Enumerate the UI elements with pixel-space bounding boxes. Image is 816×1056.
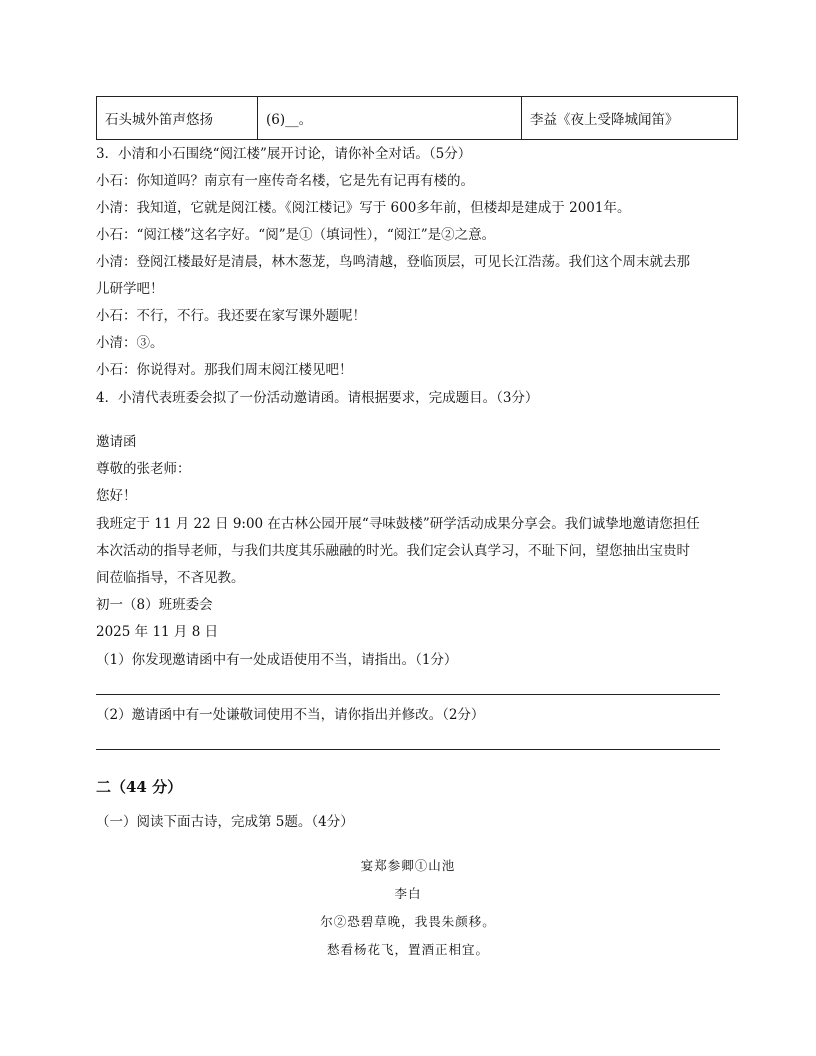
letter-body-line: 本次活动的指导老师，与我们共度其乐融融的时光。我们定会认真学习，不耻下问，望您抽出宝贵时 [96,543,690,559]
letter-body-line: 我班定于 11 月 22 日 9:00 在古林公园开展“寻味鼓楼”研学活动成果分享会。我们诚挚地邀请您担任 [96,516,700,532]
sub-question-2: （2）邀请函中有一处谦敬词使用不当，请你指出并修改。（2分） [96,707,485,723]
letter-heading: 邀请函 [96,434,137,450]
dialogue-line: 小清：登阅江楼最好是清晨，林木葱茏，鸟鸣清越，登临顶层，可见长江浩荡。我们这个周末就去那 [96,254,690,270]
table-cell-source: 李益《夜上受降城闻笛》 [522,97,738,140]
dialogue-line: 小清：③。 [96,335,164,351]
question-4-title: 4．小清代表班委会拟了一份活动邀请函。请根据要求，完成题目。（3分） [96,390,539,406]
dialogue-line: 小石：“阅江楼”这名字好。“阅”是①（填词性），“阅江”是②之意。 [96,227,496,243]
letter-salutation: 尊敬的张老师： [96,461,191,477]
table-row [97,97,738,140]
poem-line: 愁看杨花飞，置酒正相宜。 [326,942,489,957]
dialogue-line: 小石：你知道吗？南京有一座传奇名楼，它是先有记再有楼的。 [96,173,474,189]
sub-question-1: （1）你发现邀请函中有一处成语使用不当，请指出。（1分） [96,652,458,668]
table-cell-blank: (6)__。 [258,97,522,140]
dialogue-line: 小石：你说得对。那我们周末阅江楼见吧！ [96,362,353,378]
section-2-subtitle: （一）阅读下面古诗，完成第 5题。（4分） [96,814,354,830]
question-3-title: 3．小清和小石围绕“阅江楼”展开讨论，请你补全对话。（5分） [96,146,472,162]
answer-line [96,694,720,695]
poem-line: 尔②恐碧草晚，我畏朱颜移。 [320,914,496,929]
letter-signature: 初一（8）班班委会 [96,597,213,613]
poem-title: 宴郑参卿①山池 [360,858,456,873]
section-2-title: 二（44 分） [96,778,183,796]
letter-greeting: 您好！ [96,488,137,504]
dialogue-line: 儿研学吧！ [96,281,164,297]
letter-body-line: 间莅临指导，不吝见教。 [96,570,245,586]
letter-date: 2025 年 11 月 8 日 [96,624,219,640]
table-cell-verse: 石头城外笛声悠扬 [97,97,258,140]
poem-quote-table [96,96,738,140]
dialogue-line: 小清：我知道，它就是阅江楼。《阅江楼记》写于 600多年前，但楼却是建成于 2001年。 [96,200,631,216]
dialogue-line: 小石：不行，不行。我还要在家写课外题呢！ [96,308,366,324]
poem-author: 李白 [394,886,422,901]
answer-line [96,749,720,750]
